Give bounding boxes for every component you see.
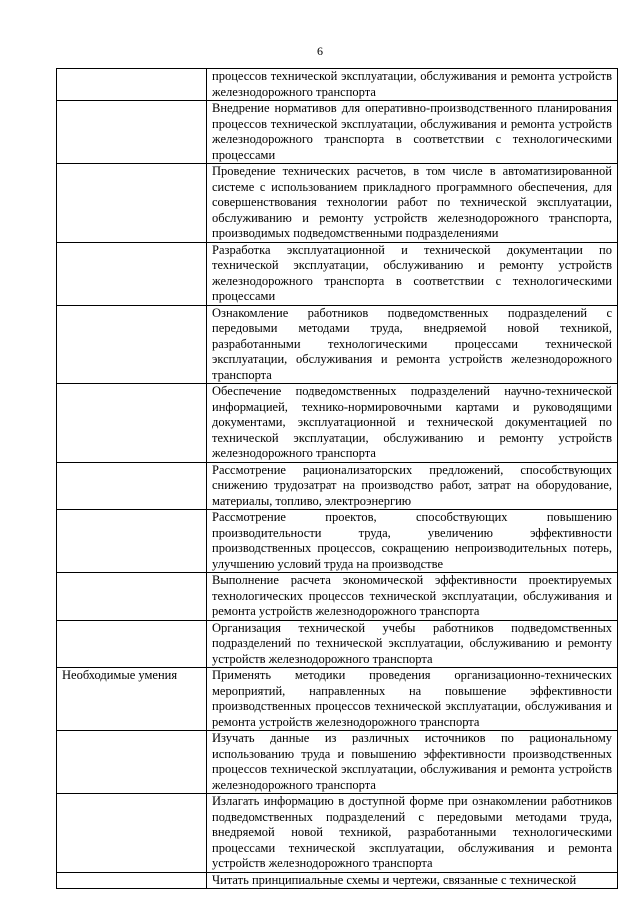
label-cell: Необходимые умения	[57, 668, 207, 731]
content-cell: Читать принципиальные схемы и чертежи, связанные с технической	[207, 872, 618, 889]
content-cell: Проведение технических расчетов, в том числе в автоматизированной системе с использованием прикладного программного обеспечения, для совершенствования технологии работ по технической эксплуатации, обслуживанию и ремонту устройств железнодорожного транспорта, производимых подведомственными подразделениями	[207, 164, 618, 243]
content-cell: процессов технической эксплуатации, обслуживания и ремонта устройств железнодорожного транспорта	[207, 69, 618, 101]
label-cell	[57, 620, 207, 668]
content-cell: Излагать информацию в доступной форме при ознакомлении работников подведомственных подразделений с передовыми методами труда, внедряемой новой техникой, разработанными технологическими процессами технической эксплуатации, обслуживания и ремонта устройств железнодорожного транспорта	[207, 794, 618, 873]
table-row	[57, 573, 618, 621]
label-cell	[57, 573, 207, 621]
table-row	[57, 510, 618, 573]
table-row	[57, 872, 618, 889]
label-cell	[57, 69, 207, 101]
content-cell: Ознакомление работников подведомственных подразделений с передовыми методами труда, внедряемой новой техникой, разработанными технологическими процессами технической эксплуатации, обслуживания и ремонта устройств железнодорожного транспорта	[207, 305, 618, 384]
content-cell: Рассмотрение проектов, способствующих повышению производительности труда, увеличению эффективности производственных процессов, сокращению непроизводительных потерь, улучшению условий труда на производстве	[207, 510, 618, 573]
label-cell	[57, 242, 207, 305]
table-row	[57, 101, 618, 164]
table-row	[57, 305, 618, 384]
content-cell: Применять методики проведения организационно-технических мероприятий, направленных на повышение эффективности производственных процессов технической эксплуатации, обслуживания и ремонта устройств железнодорожного транспорта	[207, 668, 618, 731]
table-row	[57, 164, 618, 243]
table-row	[57, 620, 618, 668]
content-cell: Изучать данные из различных источников по рациональному использованию труда и повышению эффективности производственных процессов технической эксплуатации, обслуживания и ремонта устройств железнодорожного транспорта	[207, 731, 618, 794]
label-cell	[57, 384, 207, 463]
label-cell	[57, 731, 207, 794]
content-cell: Организация технической учебы работников подведомственных подразделений по технической эксплуатации, обслуживанию и ремонту устройств железнодорожного транспорта	[207, 620, 618, 668]
page-number: 6	[317, 44, 323, 58]
table-row	[57, 384, 618, 463]
content-cell: Внедрение нормативов для оперативно-производственного планирования процессов технической эксплуатации, обслуживания и ремонта устройств железнодорожного транспорта в соответствии с технологическими процессами	[207, 101, 618, 164]
label-cell	[57, 305, 207, 384]
content-cell: Обеспечение подведомственных подразделений научно-технической информацией, технико-нормировочными картами и руководящими документами, эксплуатационной и технической документацией по технической эксплуатации, обслуживанию и ремонту устройств железнодорожного транспорта	[207, 384, 618, 463]
table-row	[57, 794, 618, 873]
label-cell	[57, 164, 207, 243]
table-row	[57, 242, 618, 305]
label-cell	[57, 872, 207, 889]
content-cell: Рассмотрение рационализаторских предложений, способствующих снижению трудозатрат на производство работ, затрат на оборудование, материалы, топливо, электроэнергию	[207, 462, 618, 510]
table-row	[57, 668, 618, 731]
table-row	[57, 731, 618, 794]
label-cell	[57, 462, 207, 510]
table-row	[57, 462, 618, 510]
table-row	[57, 69, 618, 101]
content-cell: Выполнение расчета экономической эффективности проектируемых технологических процессов технической эксплуатации, обслуживания и ремонта устройств железнодорожного транспорта	[207, 573, 618, 621]
document-table	[56, 68, 618, 889]
label-cell	[57, 510, 207, 573]
content-cell: Разработка эксплуатационной и технической документации по технической эксплуатации, обслуживанию и ремонту устройств железнодорожного транспорта в соответствии с технологическими процессами	[207, 242, 618, 305]
label-cell	[57, 101, 207, 164]
label-cell	[57, 794, 207, 873]
